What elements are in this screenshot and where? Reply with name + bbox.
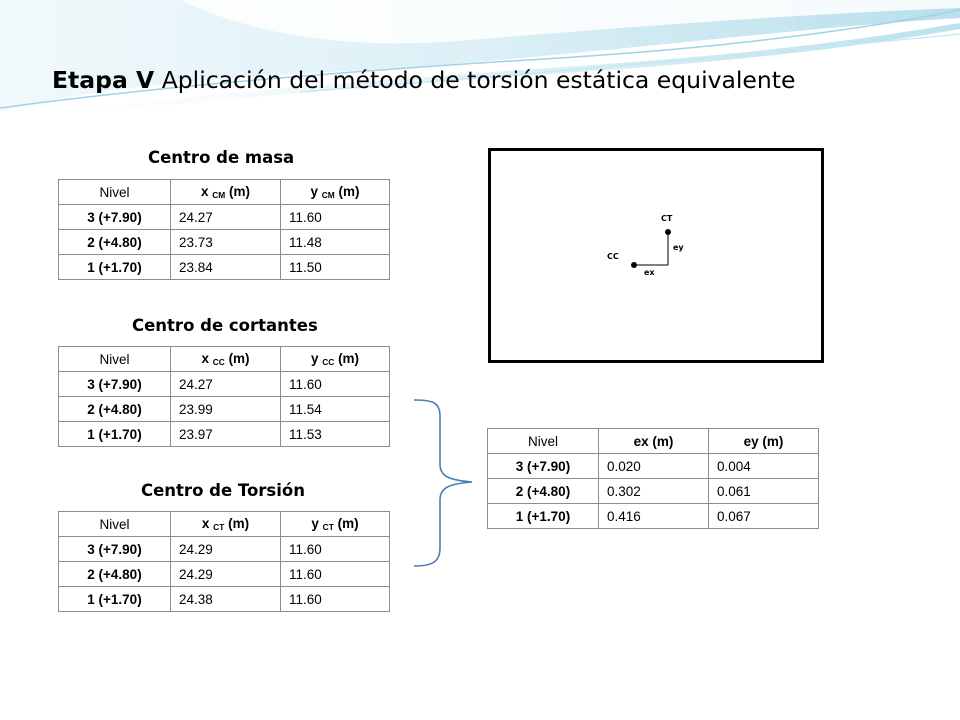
header-x-ct: x $_{CT}$ (m) — [171, 512, 281, 537]
curly-brace-connector — [410, 398, 480, 568]
x-cell: 23.97 — [171, 422, 281, 447]
x-cell: 24.29 — [171, 562, 281, 587]
y-cell: 11.60 — [281, 587, 390, 612]
eccentricity-table — [487, 428, 819, 529]
nivel-cell: 3 (+7.90) — [59, 205, 171, 230]
ey-cell: 0.067 — [709, 504, 819, 529]
nivel-cell: 1 (+1.70) — [488, 504, 599, 529]
mass-center-heading: Centro de masa — [148, 148, 295, 167]
table-row — [488, 454, 819, 479]
nivel-cell: 2 (+4.80) — [59, 230, 171, 255]
nivel-cell: 2 (+4.80) — [59, 397, 171, 422]
table-header-row — [59, 347, 390, 372]
y-cell: 11.60 — [281, 372, 390, 397]
ct-label: CT — [661, 214, 673, 223]
eccentricity-diagram-drawing — [491, 151, 821, 360]
table-header-row — [59, 512, 390, 537]
ey-label: ey — [673, 243, 684, 252]
header-nivel: Nivel — [59, 347, 171, 372]
table-row — [59, 255, 390, 280]
y-cell: 11.60 — [281, 562, 390, 587]
table-row — [59, 587, 390, 612]
x-cell: 23.84 — [171, 255, 281, 280]
x-cell: 24.27 — [171, 372, 281, 397]
ex-cell: 0.020 — [599, 454, 709, 479]
cc-label: CC — [607, 252, 619, 261]
nivel-cell: 3 (+7.90) — [488, 454, 599, 479]
ex-label: ex — [644, 268, 655, 277]
y-cell: 11.60 — [281, 205, 390, 230]
nivel-cell: 1 (+1.70) — [59, 255, 171, 280]
table-row — [488, 479, 819, 504]
shear-center-table — [58, 346, 390, 447]
header-nivel: Nivel — [488, 429, 599, 454]
header-nivel: Nivel — [59, 180, 171, 205]
header-ey: ey (m) — [709, 429, 819, 454]
nivel-cell: 2 (+4.80) — [59, 562, 171, 587]
table-row — [59, 562, 390, 587]
header-ex: ex (m) — [599, 429, 709, 454]
y-cell: 11.54 — [281, 397, 390, 422]
ex-cell: 0.416 — [599, 504, 709, 529]
ey-cell: 0.004 — [709, 454, 819, 479]
y-cell: 11.50 — [281, 255, 390, 280]
mass-center-table — [58, 179, 390, 280]
nivel-cell: 3 (+7.90) — [59, 372, 171, 397]
torsion-center-heading: Centro de Torsión — [141, 481, 305, 500]
x-cell: 23.99 — [171, 397, 281, 422]
x-cell: 24.29 — [171, 537, 281, 562]
table-row — [59, 397, 390, 422]
ey-cell: 0.061 — [709, 479, 819, 504]
header-nivel: Nivel — [59, 512, 171, 537]
y-cell: 11.48 — [281, 230, 390, 255]
header-y-cc: y $_{CC}$ (m) — [281, 347, 390, 372]
table-row — [59, 230, 390, 255]
nivel-cell: 2 (+4.80) — [488, 479, 599, 504]
nivel-cell: 1 (+1.70) — [59, 422, 171, 447]
table-row — [59, 205, 390, 230]
header-y-ct: y $_{CT}$ (m) — [281, 512, 390, 537]
table-row — [59, 372, 390, 397]
shear-center-heading: Centro de cortantes — [132, 316, 318, 335]
slide-title-text: Aplicación del método de torsión estática equivalente — [161, 66, 796, 94]
header-swoosh-decoration — [0, 0, 960, 130]
ex-cell: 0.302 — [599, 479, 709, 504]
table-row — [59, 537, 390, 562]
nivel-cell: 3 (+7.90) — [59, 537, 171, 562]
nivel-cell: 1 (+1.70) — [59, 587, 171, 612]
slide-title-stage: Etapa V — [52, 66, 155, 94]
header-y-cm: y $_{CM}$ (m) — [281, 180, 390, 205]
table-row — [488, 504, 819, 529]
eccentricity-diagram — [488, 148, 824, 363]
header-x-cm: x $_{CM}$ (m) — [171, 180, 281, 205]
ct-point — [665, 229, 671, 235]
slide-title — [52, 66, 795, 94]
cc-point — [631, 262, 637, 268]
x-cell: 24.38 — [171, 587, 281, 612]
y-cell: 11.53 — [281, 422, 390, 447]
table-row — [59, 422, 390, 447]
table-header-row — [488, 429, 819, 454]
torsion-center-table — [58, 511, 390, 612]
x-cell: 23.73 — [171, 230, 281, 255]
table-header-row — [59, 180, 390, 205]
header-x-cc: x $_{CC}$ (m) — [171, 347, 281, 372]
y-cell: 11.60 — [281, 537, 390, 562]
x-cell: 24.27 — [171, 205, 281, 230]
